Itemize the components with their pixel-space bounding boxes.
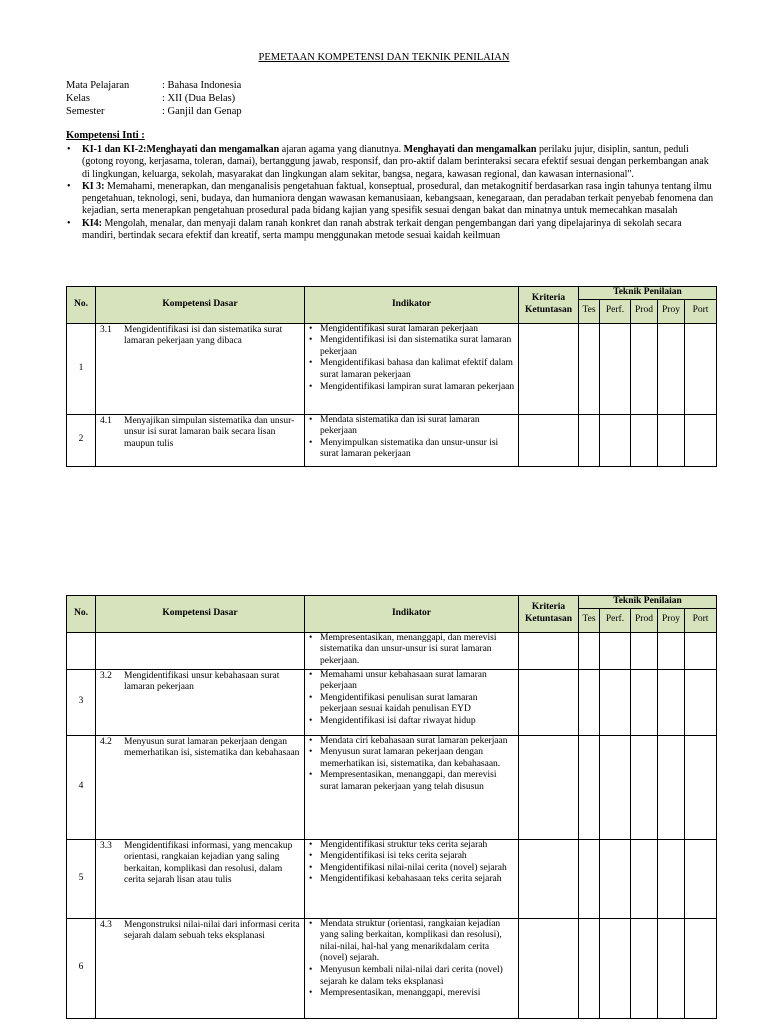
row-number: 5 <box>67 839 96 918</box>
indikator-item: • Mengidentifikasi isi teks cerita sejarah <box>307 851 516 863</box>
kd-text: Mengonstruksi nilai-nilai dari informasi cerita sejarah dalam sebuah teks eksplanasi <box>124 919 300 942</box>
prod-cell <box>631 669 658 735</box>
table-row <box>67 669 717 735</box>
header-kriteria-ketuntasan: Kriteria Ketuntasan <box>519 596 579 633</box>
indikator-item: • Mendata ciri kebahasaan surat lamaran pekerjaan <box>307 736 516 748</box>
kriteria-cell <box>519 918 579 1018</box>
kriteria-cell <box>519 323 579 414</box>
kd-number: 3.3 <box>100 840 112 851</box>
kompetensi-dasar-cell <box>96 323 305 414</box>
kd-text: Mengidentifikasi informasi, yang mencakup orientasi, rangkaian kejadian yang saling berkaitan, komplikasi dan resolusi, dalam cerita sejarah lisan atau tulis <box>124 840 293 886</box>
port-cell <box>685 918 717 1018</box>
meta-key: Kelas <box>66 93 90 104</box>
prod-cell <box>631 632 658 669</box>
kompetensi-dasar-cell <box>96 414 305 466</box>
perf-cell <box>600 669 631 735</box>
ki-text: Mengolah, menalar, dan menyaji dalam ranah konkret dan ranah abstrak terkait dengan pengembangan dari yang dipelajarinya di sekolah secara mandiri, bertindak secara efektif dan kreatif, serta mampu menggunakan metode sesuai kaidah keilmuan <box>82 217 682 242</box>
port-cell <box>685 323 717 414</box>
ki-label: KI 3: <box>82 180 105 192</box>
proy-cell <box>658 918 685 1018</box>
row-number <box>67 632 96 669</box>
kompetensi-inti-heading: Kompetensi Inti : <box>66 130 145 141</box>
kd-number: 3.1 <box>100 324 112 335</box>
header-kriteria-ketuntasan: Kriteria Ketuntasan <box>519 287 579 324</box>
proy-cell <box>658 414 685 466</box>
document-title: PEMETAAN KOMPETENSI DAN TEKNIK PENILAIAN <box>258 52 510 63</box>
header-perf: Perf. <box>600 608 631 632</box>
indikator-item: • Mengidentifikasi isi dan sistematika surat lamaran pekerjaan <box>307 335 516 358</box>
row-number: 4 <box>67 735 96 839</box>
table-row <box>67 839 717 918</box>
kd-text: Mengidentifikasi unsur kebahasaan surat lamaran pekerjaan <box>124 670 280 693</box>
indikator-item: • Mempresentasikan, menanggapi, dan merevisi sistematika dan unsur-unsur isi surat lamaran pekerjaan. <box>307 633 516 668</box>
port-cell <box>685 632 717 669</box>
document-meta <box>66 79 242 118</box>
indikator-item: • Menyusun kembali nilai-nilai dari cerita (novel) sejarah ke dalam teks eksplanasi <box>307 965 516 988</box>
kd-text: Menyusun surat lamaran pekerjaan dengan memerhatikan isi, sistematika dan kebahasaan <box>124 736 300 759</box>
header-no: No. <box>67 287 96 324</box>
kriteria-cell <box>519 632 579 669</box>
indikator-item: • Mendata struktur (orientasi, rangkaian kejadian yang saling berkaitan, komplikasi dan resolusi), nilai-nilai, hal-hal yang menarikdalam cerita (novel) sejarah. <box>307 919 516 965</box>
row-number: 3 <box>67 669 96 735</box>
ki-text: ajaran agama yang dianutnya. <box>279 144 404 155</box>
ki-item-1-2 <box>66 144 716 181</box>
table-row <box>67 735 717 839</box>
table-row <box>67 632 717 669</box>
meta-row-semester <box>66 105 242 118</box>
kriteria-cell <box>519 414 579 466</box>
kompetensi-inti-list <box>66 144 716 242</box>
row-number: 1 <box>67 323 96 414</box>
meta-value: : XII (Dua Belas) <box>162 93 236 104</box>
indikator-cell <box>305 918 519 1018</box>
meta-key: Mata Pelajaran <box>66 80 130 91</box>
prod-cell <box>631 414 658 466</box>
header-indikator: Indikator <box>305 596 519 633</box>
indikator-item: • Mengidentifikasi penulisan surat lamaran pekerjaan sesuai kaidah penulisan EYD <box>307 693 516 716</box>
header-perf: Perf. <box>600 299 631 323</box>
tes-cell <box>579 323 600 414</box>
prod-cell <box>631 735 658 839</box>
port-cell <box>685 669 717 735</box>
kd-number: 3.2 <box>100 670 112 681</box>
kd-text: Mengidentifikasi isi dan sistematika surat lamaran pekerjaan yang dibaca <box>124 324 283 347</box>
meta-value: : Ganjil dan Genap <box>162 106 242 117</box>
indikator-item: • Mendata sistematika dan isi surat lamaran pekerjaan <box>307 415 516 438</box>
header-tes: Tes <box>579 299 600 323</box>
prod-cell <box>631 323 658 414</box>
proy-cell <box>658 735 685 839</box>
kd-text: Menyajikan simpulan sistematika dan unsur-unsur isi surat lamaran baik secara lisan maupun tulis <box>124 415 295 449</box>
meta-row-class <box>66 92 242 105</box>
table-row <box>67 323 717 414</box>
indikator-cell <box>305 632 519 669</box>
ki-emphasis: Menghayati dan mengamalkan <box>146 144 280 155</box>
proy-cell <box>658 632 685 669</box>
indikator-cell <box>305 735 519 839</box>
port-cell <box>685 414 717 466</box>
indikator-cell <box>305 323 519 414</box>
perf-cell <box>600 323 631 414</box>
perf-cell <box>600 839 631 918</box>
indikator-cell <box>305 669 519 735</box>
indikator-item: • Memahami unsur kebahasaan surat lamaran pekerjaan <box>307 670 516 693</box>
kompetensi-dasar-cell <box>96 669 305 735</box>
header-no: No. <box>67 596 96 633</box>
tes-cell <box>579 414 600 466</box>
proy-cell <box>658 669 685 735</box>
header-tes: Tes <box>579 608 600 632</box>
prod-cell <box>631 839 658 918</box>
header-port: Port <box>685 608 717 632</box>
kd-number: 4.1 <box>100 415 112 426</box>
header-teknik-penilaian: Teknik Penilaian <box>579 596 717 609</box>
kd-number: 4.3 <box>100 919 112 930</box>
header-port: Port <box>685 299 717 323</box>
meta-row-subject <box>66 79 242 92</box>
tes-cell <box>579 839 600 918</box>
row-number: 2 <box>67 414 96 466</box>
perf-cell <box>600 918 631 1018</box>
header-proy: Proy <box>658 299 685 323</box>
kompetensi-dasar-cell <box>96 918 305 1018</box>
meta-value: : Bahasa Indonesia <box>162 80 242 91</box>
ki-label: KI4: <box>82 217 102 229</box>
indikator-item: • Mengidentifikasi isi daftar riwayat hidup <box>307 716 516 728</box>
port-cell <box>685 735 717 839</box>
header-teknik-penilaian: Teknik Penilaian <box>579 287 717 300</box>
tes-cell <box>579 632 600 669</box>
indikator-item: • Mengidentifikasi kebahasaan teks cerita sejarah <box>307 874 516 886</box>
kd-number: 4.2 <box>100 736 112 747</box>
table-row <box>67 414 717 466</box>
proy-cell <box>658 839 685 918</box>
ki-item-4 <box>66 218 716 243</box>
kriteria-cell <box>519 669 579 735</box>
indikator-item: • Mengidentifikasi surat lamaran pekerjaan <box>307 324 516 336</box>
perf-cell <box>600 735 631 839</box>
prod-cell <box>631 918 658 1018</box>
indikator-item: • Mengidentifikasi nilai-nilai cerita (novel) sejarah <box>307 863 516 875</box>
ki-text: perilaku jujur, disiplin, santun, peduli (gotong royong, kerjasama, toleran, damai), bertanggung jawab, responsif, dan pro-aktif dalam berinteraksi secara efektif sesuai dengan perkembangan anak di lingkungan, keluarga, sekolah, masyarakat dan lingkungan alam sekitar, bangsa, negara, kawasan regional, dan kawasan internasional". <box>82 144 709 180</box>
indikator-item: • Menyimpulkan sistematika dan unsur-unsur isi surat lamaran pekerjaan <box>307 438 516 461</box>
tes-cell <box>579 735 600 839</box>
header-proy: Proy <box>658 608 685 632</box>
indikator-item: • Mengidentifikasi bahasa dan kalimat efektif dalam surat lamaran pekerjaan <box>307 358 516 381</box>
indikator-cell <box>305 839 519 918</box>
kriteria-cell <box>519 735 579 839</box>
indikator-item: • Mengidentifikasi struktur teks cerita sejarah <box>307 840 516 852</box>
perf-cell <box>600 414 631 466</box>
ki-label: KI-1 dan KI-2: <box>82 144 147 155</box>
indikator-cell <box>305 414 519 466</box>
kompetensi-dasar-cell <box>96 839 305 918</box>
row-number: 6 <box>67 918 96 1018</box>
indikator-item: • Mengidentifikasi lampiran surat lamaran pekerjaan <box>307 382 516 394</box>
indikator-item: • Mempresentasikan, menanggapi, merevisi <box>307 988 516 1000</box>
kompetensi-dasar-cell <box>96 735 305 839</box>
ki-item-3 <box>66 181 716 218</box>
tes-cell <box>579 918 600 1018</box>
header-kompetensi-dasar: Kompetensi Dasar <box>96 287 305 324</box>
indikator-item: • Menyusun surat lamaran pekerjaan dengan memerhatikan isi, sistematika, dan kebahasaan. <box>307 747 516 770</box>
tes-cell <box>579 669 600 735</box>
meta-key: Semester <box>66 106 105 117</box>
indikator-item: • Mempresentasikan, menanggapi, dan merevisi surat lamaran pekerjaan yang telah disusun <box>307 770 516 793</box>
perf-cell <box>600 632 631 669</box>
ki-emphasis: Menghayati dan mengamalkan <box>403 144 537 155</box>
header-prod: Prod <box>631 608 658 632</box>
port-cell <box>685 839 717 918</box>
header-indikator: Indikator <box>305 287 519 324</box>
header-prod: Prod <box>631 299 658 323</box>
header-kompetensi-dasar: Kompetensi Dasar <box>96 596 305 633</box>
kriteria-cell <box>519 839 579 918</box>
competency-table-2 <box>66 595 717 1019</box>
kompetensi-dasar-cell <box>96 632 305 669</box>
table-row <box>67 918 717 1018</box>
proy-cell <box>658 323 685 414</box>
ki-text: Memahami, menerapkan, dan menganalisis pengetahuan faktual, konseptual, prosedural, dan metakognitif berdasarkan rasa ingin tahunya tentang ilmu pengetahuan, teknologi, seni, budaya, dan humaniora dengan wawasan kemanusiaan, kebangsaan, kenegaraan, dan peradaban terkait penyebab fenomena dan kejadian, serta menerapkan pengetahuan prosedural pada bidang kajian yang spesifik sesuai dengan bakat dan minatnya untuk memecahkan masalah <box>82 180 714 217</box>
competency-table-1 <box>66 286 717 467</box>
